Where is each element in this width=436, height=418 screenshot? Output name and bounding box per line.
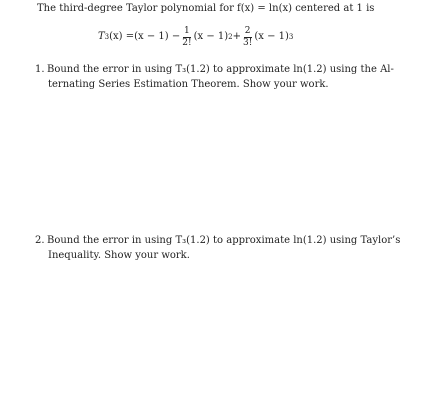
question-2 <box>35 233 407 263</box>
question-1-text-line-1: Bound the error in using T₃(1.2) to approximate ln(1.2) using the Al- <box>47 64 394 75</box>
formula-fraction-1 <box>181 27 192 48</box>
fraction-1-numerator: 1 <box>184 25 190 36</box>
formula-fraction-2 <box>242 27 253 48</box>
fraction-2-denominator: 3! <box>243 37 253 48</box>
formula-lhs-variable: (x) = <box>109 31 135 42</box>
question-1-text-line-2: ternating Series Estimation Theorem. Show your work. <box>48 79 329 90</box>
fraction-2-numerator: 2 <box>244 25 251 36</box>
problem-intro: The third-degree Taylor polynomial for f(x) = ln(x) centered at 1 is <box>37 3 375 14</box>
question-1 <box>35 62 407 92</box>
formula-term-2: (x − 1) <box>193 31 229 42</box>
formula-lhs-name: T <box>98 31 105 42</box>
question-2-text-line-2: Inequality. Show your work. <box>48 250 190 261</box>
formula-term-3: (x − 1) <box>254 31 289 42</box>
question-2-text-line-1: Bound the error in using T₃(1.2) to approximate ln(1.2) using Taylor’s <box>47 235 401 246</box>
question-2-number: 2. <box>35 235 45 246</box>
fraction-1-denominator: 2! <box>182 37 192 48</box>
taylor-polynomial-formula: T 3 (x) = (x − 1) − $\frac{1}{2!}$ (x − 1) 2 + $\frac{2}{3!}$ (x − 1) 3 <box>98 25 294 48</box>
question-1-number: 1. <box>35 64 45 75</box>
formula-term-1: (x − 1) − <box>134 31 181 42</box>
formula-plus-sign: + <box>232 31 241 42</box>
